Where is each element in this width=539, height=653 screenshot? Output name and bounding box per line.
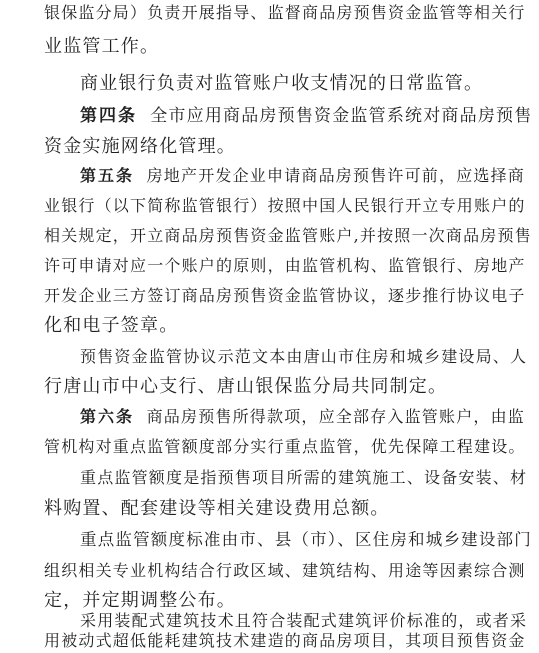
- article-label: 第四条: [80, 106, 137, 126]
- article-line: [80, 103, 532, 129]
- text-line: 用被动式超低能耗建筑技术建造的商品房项目，其项目预售资金: [44, 631, 526, 650]
- text-line: 业银行（以下简称监管银行）按照中国人民银行开立专用账户的: [44, 196, 526, 215]
- text-line: 管机构对重点监管额度部分实行重点监管，优先保障工程建设。: [44, 437, 526, 456]
- text-line: 定，并定期调整公布。: [44, 590, 236, 611]
- text-line: 房地产开发企业申请商品房预售许可前，应选择商: [146, 166, 525, 185]
- text-line: 化和电子签章。: [44, 315, 179, 336]
- article-label: 第六条: [80, 407, 135, 426]
- text-line: 全市应用商品房预售资金监管系统对商品房预售: [150, 106, 533, 126]
- text-line: 预售资金监管协议示范文本由唐山市住房和城乡建设局、人: [80, 347, 528, 366]
- text-line: 采用装配式建筑技术且符合装配式建筑评价标准的，或者采: [80, 611, 528, 630]
- text-line: 银保监分局）负责开展指导、监督商品房预售资金监管等相关行: [44, 3, 526, 22]
- article-line: [80, 163, 525, 189]
- text-line: 行唐山市中心支行、唐山银保监分局共同制定。: [44, 376, 448, 397]
- text-line: 组织相关专业机构结合行政区域、建筑结构、用途等因素综合测: [44, 561, 526, 580]
- text-line: 重点监管额度标准由市、县（市）、区住房和城乡建设部门: [80, 530, 532, 549]
- text-line: 商业银行负责对监管账户收支情况的日常监管。: [80, 73, 484, 94]
- text-line: 业监管工作。: [44, 36, 160, 57]
- text-line: 相关规定，开立商品房预售资金监管账户,并按照一次商品房预售: [44, 226, 532, 245]
- text-line: 重点监管额度是指预售项目所需的建筑施工、设备安装、材: [80, 468, 528, 487]
- text-line: 商品房预售所得款项，应全部存入监管账户，由监: [146, 407, 525, 426]
- text-line: 许可申请对应一个账户的原则，由监管机构、监管银行、房地产: [44, 256, 526, 275]
- text-line: 资金实施网络化管理。: [44, 136, 236, 157]
- article-label: 第五条: [80, 166, 135, 185]
- article-line: [80, 404, 525, 430]
- text-line: 料购置、配套建设等相关建设费用总额。: [44, 498, 390, 519]
- text-line: 开发企业三方签订商品房预售资金监管协议，逐步推行协议电子: [44, 286, 526, 305]
